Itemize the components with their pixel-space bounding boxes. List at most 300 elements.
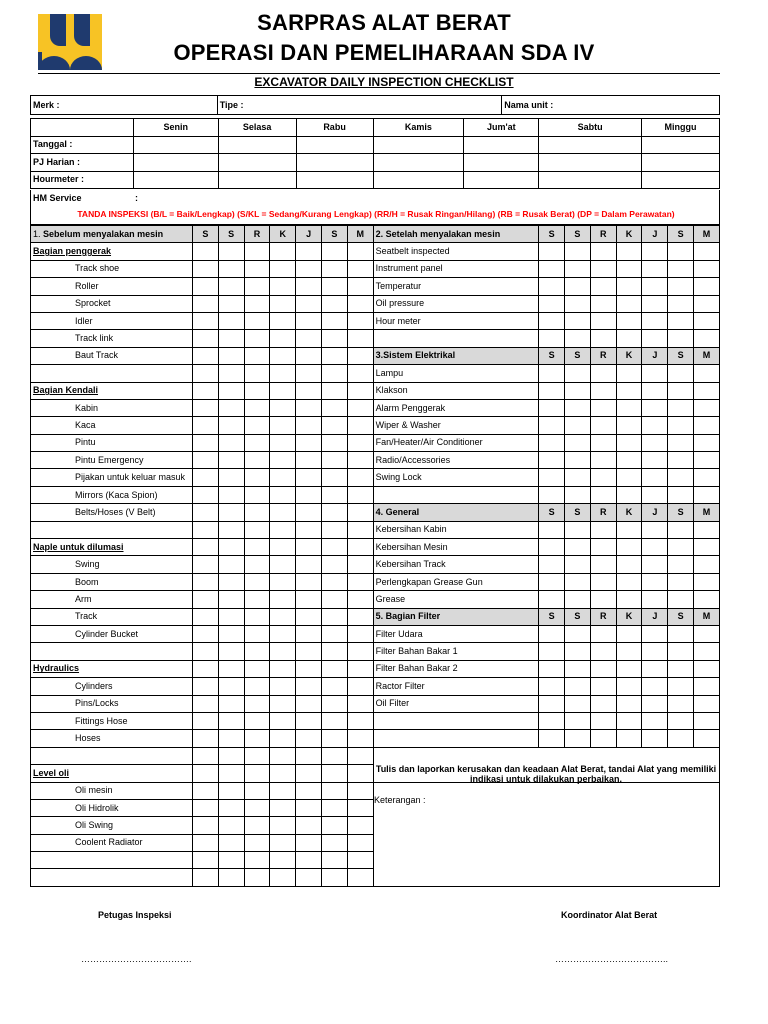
check-cell[interactable] xyxy=(244,747,270,764)
check-cell[interactable] xyxy=(642,417,668,434)
check-cell[interactable] xyxy=(347,521,373,538)
check-cell[interactable] xyxy=(192,417,218,434)
check-cell[interactable] xyxy=(694,556,720,573)
check-cell[interactable] xyxy=(296,504,322,521)
check-cell[interactable] xyxy=(296,539,322,556)
check-cell[interactable] xyxy=(668,591,694,608)
check-cell[interactable] xyxy=(270,608,296,625)
check-cell[interactable] xyxy=(296,695,322,712)
check-cell[interactable] xyxy=(642,469,668,486)
check-cell[interactable] xyxy=(244,365,270,382)
check-cell[interactable] xyxy=(590,469,616,486)
week-cell[interactable] xyxy=(539,154,642,172)
check-cell[interactable] xyxy=(590,521,616,538)
check-cell[interactable] xyxy=(616,260,642,277)
week-cell[interactable] xyxy=(218,136,296,154)
check-cell[interactable] xyxy=(296,260,322,277)
check-cell[interactable] xyxy=(296,312,322,329)
week-cell[interactable] xyxy=(133,171,218,189)
check-cell[interactable] xyxy=(564,312,590,329)
check-cell[interactable] xyxy=(192,521,218,538)
check-cell[interactable] xyxy=(321,347,347,364)
check-cell[interactable] xyxy=(296,834,322,851)
nama-unit-field[interactable]: Nama unit : xyxy=(502,96,720,115)
check-cell[interactable] xyxy=(192,382,218,399)
check-cell[interactable] xyxy=(668,330,694,347)
check-cell[interactable] xyxy=(270,852,296,869)
check-cell[interactable] xyxy=(668,730,694,747)
check-cell[interactable] xyxy=(192,608,218,625)
check-cell[interactable] xyxy=(192,591,218,608)
check-cell[interactable] xyxy=(347,591,373,608)
check-cell[interactable] xyxy=(192,660,218,677)
check-cell[interactable] xyxy=(694,486,720,503)
check-cell[interactable] xyxy=(668,556,694,573)
check-cell[interactable] xyxy=(244,399,270,416)
check-cell[interactable] xyxy=(321,486,347,503)
check-cell[interactable] xyxy=(590,556,616,573)
check-cell[interactable] xyxy=(270,260,296,277)
check-cell[interactable] xyxy=(668,312,694,329)
check-cell[interactable] xyxy=(321,469,347,486)
check-cell[interactable] xyxy=(321,573,347,590)
check-cell[interactable] xyxy=(270,312,296,329)
check-cell[interactable] xyxy=(590,573,616,590)
check-cell[interactable] xyxy=(321,452,347,469)
check-cell[interactable] xyxy=(218,817,244,834)
check-cell[interactable] xyxy=(192,556,218,573)
check-cell[interactable] xyxy=(347,486,373,503)
check-cell[interactable] xyxy=(347,608,373,625)
week-cell[interactable] xyxy=(539,171,642,189)
check-cell[interactable] xyxy=(192,452,218,469)
check-cell[interactable] xyxy=(590,625,616,642)
check-cell[interactable] xyxy=(694,295,720,312)
week-cell[interactable] xyxy=(464,171,539,189)
check-cell[interactable] xyxy=(564,417,590,434)
check-cell[interactable] xyxy=(244,660,270,677)
check-cell[interactable] xyxy=(642,399,668,416)
check-cell[interactable] xyxy=(192,486,218,503)
check-cell[interactable] xyxy=(590,382,616,399)
check-cell[interactable] xyxy=(590,243,616,260)
check-cell[interactable] xyxy=(694,573,720,590)
check-cell[interactable] xyxy=(694,434,720,451)
check-cell[interactable] xyxy=(192,295,218,312)
check-cell[interactable] xyxy=(192,817,218,834)
check-cell[interactable] xyxy=(668,434,694,451)
check-cell[interactable] xyxy=(244,260,270,277)
check-cell[interactable] xyxy=(347,712,373,729)
check-cell[interactable] xyxy=(218,643,244,660)
check-cell[interactable] xyxy=(694,365,720,382)
check-cell[interactable] xyxy=(244,452,270,469)
check-cell[interactable] xyxy=(270,243,296,260)
check-cell[interactable] xyxy=(296,417,322,434)
check-cell[interactable] xyxy=(296,243,322,260)
check-cell[interactable] xyxy=(218,573,244,590)
check-cell[interactable] xyxy=(218,295,244,312)
check-cell[interactable] xyxy=(244,591,270,608)
check-cell[interactable] xyxy=(218,469,244,486)
check-cell[interactable] xyxy=(218,782,244,799)
check-cell[interactable] xyxy=(244,712,270,729)
check-cell[interactable] xyxy=(296,591,322,608)
check-cell[interactable] xyxy=(642,452,668,469)
check-cell[interactable] xyxy=(218,747,244,764)
check-cell[interactable] xyxy=(296,678,322,695)
check-cell[interactable] xyxy=(564,452,590,469)
check-cell[interactable] xyxy=(244,573,270,590)
check-cell[interactable] xyxy=(564,243,590,260)
check-cell[interactable] xyxy=(347,365,373,382)
check-cell[interactable] xyxy=(244,834,270,851)
check-cell[interactable] xyxy=(218,765,244,782)
coordinator-signature-line[interactable]: ……………………………….. xyxy=(555,954,669,964)
check-cell[interactable] xyxy=(668,452,694,469)
check-cell[interactable] xyxy=(218,521,244,538)
check-cell[interactable] xyxy=(244,278,270,295)
check-cell[interactable] xyxy=(296,643,322,660)
check-cell[interactable] xyxy=(694,521,720,538)
week-cell[interactable] xyxy=(642,154,720,172)
check-cell[interactable] xyxy=(296,295,322,312)
check-cell[interactable] xyxy=(192,852,218,869)
check-cell[interactable] xyxy=(218,417,244,434)
check-cell[interactable] xyxy=(539,678,565,695)
check-cell[interactable] xyxy=(270,434,296,451)
check-cell[interactable] xyxy=(321,799,347,816)
check-cell[interactable] xyxy=(192,504,218,521)
check-cell[interactable] xyxy=(694,643,720,660)
check-cell[interactable] xyxy=(668,260,694,277)
check-cell[interactable] xyxy=(642,312,668,329)
check-cell[interactable] xyxy=(244,782,270,799)
check-cell[interactable] xyxy=(296,660,322,677)
check-cell[interactable] xyxy=(668,573,694,590)
check-cell[interactable] xyxy=(347,695,373,712)
check-cell[interactable] xyxy=(694,660,720,677)
check-cell[interactable] xyxy=(616,591,642,608)
check-cell[interactable] xyxy=(539,312,565,329)
check-cell[interactable] xyxy=(564,678,590,695)
check-cell[interactable] xyxy=(218,625,244,642)
check-cell[interactable] xyxy=(590,643,616,660)
check-cell[interactable] xyxy=(244,382,270,399)
check-cell[interactable] xyxy=(694,730,720,747)
check-cell[interactable] xyxy=(270,817,296,834)
check-cell[interactable] xyxy=(616,643,642,660)
check-cell[interactable] xyxy=(296,765,322,782)
check-cell[interactable] xyxy=(321,625,347,642)
check-cell[interactable] xyxy=(347,434,373,451)
check-cell[interactable] xyxy=(244,625,270,642)
check-cell[interactable] xyxy=(564,382,590,399)
check-cell[interactable] xyxy=(321,643,347,660)
check-cell[interactable] xyxy=(616,452,642,469)
check-cell[interactable] xyxy=(642,330,668,347)
check-cell[interactable] xyxy=(270,452,296,469)
check-cell[interactable] xyxy=(244,469,270,486)
check-cell[interactable] xyxy=(296,434,322,451)
check-cell[interactable] xyxy=(668,278,694,295)
check-cell[interactable] xyxy=(270,747,296,764)
check-cell[interactable] xyxy=(590,365,616,382)
check-cell[interactable] xyxy=(270,730,296,747)
check-cell[interactable] xyxy=(642,365,668,382)
check-cell[interactable] xyxy=(270,765,296,782)
check-cell[interactable] xyxy=(694,312,720,329)
check-cell[interactable] xyxy=(218,486,244,503)
check-cell[interactable] xyxy=(347,382,373,399)
check-cell[interactable] xyxy=(539,260,565,277)
check-cell[interactable] xyxy=(218,834,244,851)
check-cell[interactable] xyxy=(218,539,244,556)
check-cell[interactable] xyxy=(244,817,270,834)
check-cell[interactable] xyxy=(270,678,296,695)
week-cell[interactable] xyxy=(296,171,373,189)
check-cell[interactable] xyxy=(539,556,565,573)
check-cell[interactable] xyxy=(616,365,642,382)
check-cell[interactable] xyxy=(218,591,244,608)
check-cell[interactable] xyxy=(694,625,720,642)
check-cell[interactable] xyxy=(539,243,565,260)
check-cell[interactable] xyxy=(321,434,347,451)
check-cell[interactable] xyxy=(296,573,322,590)
check-cell[interactable] xyxy=(244,521,270,538)
check-cell[interactable] xyxy=(244,330,270,347)
week-cell[interactable] xyxy=(642,171,720,189)
check-cell[interactable] xyxy=(321,539,347,556)
check-cell[interactable] xyxy=(192,539,218,556)
check-cell[interactable] xyxy=(539,695,565,712)
check-cell[interactable] xyxy=(642,591,668,608)
check-cell[interactable] xyxy=(321,399,347,416)
check-cell[interactable] xyxy=(694,695,720,712)
check-cell[interactable] xyxy=(539,625,565,642)
check-cell[interactable] xyxy=(218,730,244,747)
check-cell[interactable] xyxy=(616,539,642,556)
check-cell[interactable] xyxy=(539,434,565,451)
check-cell[interactable] xyxy=(218,243,244,260)
check-cell[interactable] xyxy=(564,278,590,295)
check-cell[interactable] xyxy=(244,695,270,712)
check-cell[interactable] xyxy=(347,295,373,312)
check-cell[interactable] xyxy=(218,869,244,886)
check-cell[interactable] xyxy=(590,260,616,277)
check-cell[interactable] xyxy=(218,312,244,329)
check-cell[interactable] xyxy=(192,765,218,782)
merk-field[interactable]: Merk : xyxy=(31,96,218,115)
check-cell[interactable] xyxy=(192,695,218,712)
check-cell[interactable] xyxy=(642,539,668,556)
check-cell[interactable] xyxy=(539,417,565,434)
check-cell[interactable] xyxy=(192,747,218,764)
check-cell[interactable] xyxy=(192,260,218,277)
check-cell[interactable] xyxy=(296,330,322,347)
check-cell[interactable] xyxy=(192,869,218,886)
check-cell[interactable] xyxy=(192,625,218,642)
week-cell[interactable] xyxy=(296,136,373,154)
check-cell[interactable] xyxy=(590,417,616,434)
week-cell[interactable] xyxy=(539,136,642,154)
check-cell[interactable] xyxy=(668,678,694,695)
check-cell[interactable] xyxy=(218,712,244,729)
check-cell[interactable] xyxy=(218,608,244,625)
check-cell[interactable] xyxy=(642,643,668,660)
inspector-signature-line[interactable]: ………………………………. xyxy=(81,954,192,964)
check-cell[interactable] xyxy=(192,730,218,747)
check-cell[interactable] xyxy=(668,399,694,416)
check-cell[interactable] xyxy=(218,504,244,521)
check-cell[interactable] xyxy=(244,678,270,695)
check-cell[interactable] xyxy=(642,678,668,695)
check-cell[interactable] xyxy=(539,643,565,660)
check-cell[interactable] xyxy=(244,347,270,364)
check-cell[interactable] xyxy=(694,278,720,295)
check-cell[interactable] xyxy=(270,330,296,347)
check-cell[interactable] xyxy=(296,382,322,399)
check-cell[interactable] xyxy=(642,243,668,260)
check-cell[interactable] xyxy=(616,625,642,642)
check-cell[interactable] xyxy=(564,591,590,608)
check-cell[interactable] xyxy=(192,330,218,347)
check-cell[interactable] xyxy=(539,365,565,382)
check-cell[interactable] xyxy=(296,521,322,538)
check-cell[interactable] xyxy=(616,295,642,312)
week-cell[interactable] xyxy=(133,136,218,154)
check-cell[interactable] xyxy=(347,399,373,416)
check-cell[interactable] xyxy=(564,434,590,451)
check-cell[interactable] xyxy=(218,799,244,816)
check-cell[interactable] xyxy=(347,730,373,747)
check-cell[interactable] xyxy=(539,330,565,347)
check-cell[interactable] xyxy=(347,817,373,834)
check-cell[interactable] xyxy=(296,817,322,834)
check-cell[interactable] xyxy=(694,712,720,729)
check-cell[interactable] xyxy=(321,556,347,573)
check-cell[interactable] xyxy=(321,295,347,312)
check-cell[interactable] xyxy=(218,434,244,451)
check-cell[interactable] xyxy=(694,539,720,556)
check-cell[interactable] xyxy=(642,382,668,399)
check-cell[interactable] xyxy=(192,712,218,729)
check-cell[interactable] xyxy=(296,730,322,747)
check-cell[interactable] xyxy=(642,625,668,642)
check-cell[interactable] xyxy=(347,625,373,642)
check-cell[interactable] xyxy=(642,260,668,277)
check-cell[interactable] xyxy=(347,452,373,469)
check-cell[interactable] xyxy=(244,434,270,451)
check-cell[interactable] xyxy=(270,486,296,503)
check-cell[interactable] xyxy=(321,869,347,886)
check-cell[interactable] xyxy=(321,591,347,608)
check-cell[interactable] xyxy=(192,469,218,486)
check-cell[interactable] xyxy=(668,295,694,312)
check-cell[interactable] xyxy=(296,486,322,503)
check-cell[interactable] xyxy=(668,643,694,660)
check-cell[interactable] xyxy=(296,712,322,729)
check-cell[interactable] xyxy=(668,521,694,538)
check-cell[interactable] xyxy=(347,312,373,329)
check-cell[interactable] xyxy=(244,852,270,869)
check-cell[interactable] xyxy=(218,347,244,364)
check-cell[interactable] xyxy=(590,539,616,556)
week-cell[interactable] xyxy=(642,136,720,154)
check-cell[interactable] xyxy=(192,312,218,329)
check-cell[interactable] xyxy=(244,312,270,329)
check-cell[interactable] xyxy=(192,834,218,851)
check-cell[interactable] xyxy=(347,556,373,573)
check-cell[interactable] xyxy=(270,625,296,642)
check-cell[interactable] xyxy=(321,660,347,677)
check-cell[interactable] xyxy=(218,260,244,277)
check-cell[interactable] xyxy=(218,278,244,295)
check-cell[interactable] xyxy=(539,399,565,416)
check-cell[interactable] xyxy=(347,469,373,486)
check-cell[interactable] xyxy=(192,678,218,695)
week-cell[interactable] xyxy=(464,154,539,172)
check-cell[interactable] xyxy=(668,417,694,434)
check-cell[interactable] xyxy=(270,469,296,486)
check-cell[interactable] xyxy=(192,573,218,590)
check-cell[interactable] xyxy=(192,243,218,260)
check-cell[interactable] xyxy=(296,365,322,382)
check-cell[interactable] xyxy=(321,417,347,434)
check-cell[interactable] xyxy=(270,660,296,677)
check-cell[interactable] xyxy=(539,278,565,295)
check-cell[interactable] xyxy=(668,243,694,260)
check-cell[interactable] xyxy=(616,434,642,451)
check-cell[interactable] xyxy=(642,660,668,677)
check-cell[interactable] xyxy=(296,869,322,886)
check-cell[interactable] xyxy=(642,278,668,295)
check-cell[interactable] xyxy=(218,382,244,399)
check-cell[interactable] xyxy=(616,382,642,399)
check-cell[interactable] xyxy=(296,747,322,764)
check-cell[interactable] xyxy=(244,243,270,260)
check-cell[interactable] xyxy=(244,417,270,434)
check-cell[interactable] xyxy=(296,278,322,295)
check-cell[interactable] xyxy=(321,817,347,834)
check-cell[interactable] xyxy=(616,573,642,590)
check-cell[interactable] xyxy=(270,365,296,382)
check-cell[interactable] xyxy=(192,799,218,816)
check-cell[interactable] xyxy=(590,660,616,677)
check-cell[interactable] xyxy=(347,799,373,816)
check-cell[interactable] xyxy=(296,608,322,625)
check-cell[interactable] xyxy=(192,643,218,660)
check-cell[interactable] xyxy=(296,852,322,869)
check-cell[interactable] xyxy=(218,330,244,347)
check-cell[interactable] xyxy=(270,782,296,799)
check-cell[interactable] xyxy=(321,365,347,382)
check-cell[interactable] xyxy=(347,330,373,347)
check-cell[interactable] xyxy=(642,573,668,590)
check-cell[interactable] xyxy=(564,295,590,312)
check-cell[interactable] xyxy=(347,852,373,869)
check-cell[interactable] xyxy=(616,312,642,329)
check-cell[interactable] xyxy=(244,539,270,556)
check-cell[interactable] xyxy=(347,747,373,764)
check-cell[interactable] xyxy=(539,712,565,729)
check-cell[interactable] xyxy=(616,712,642,729)
check-cell[interactable] xyxy=(192,434,218,451)
check-cell[interactable] xyxy=(321,504,347,521)
check-cell[interactable] xyxy=(270,869,296,886)
check-cell[interactable] xyxy=(668,469,694,486)
check-cell[interactable] xyxy=(347,834,373,851)
